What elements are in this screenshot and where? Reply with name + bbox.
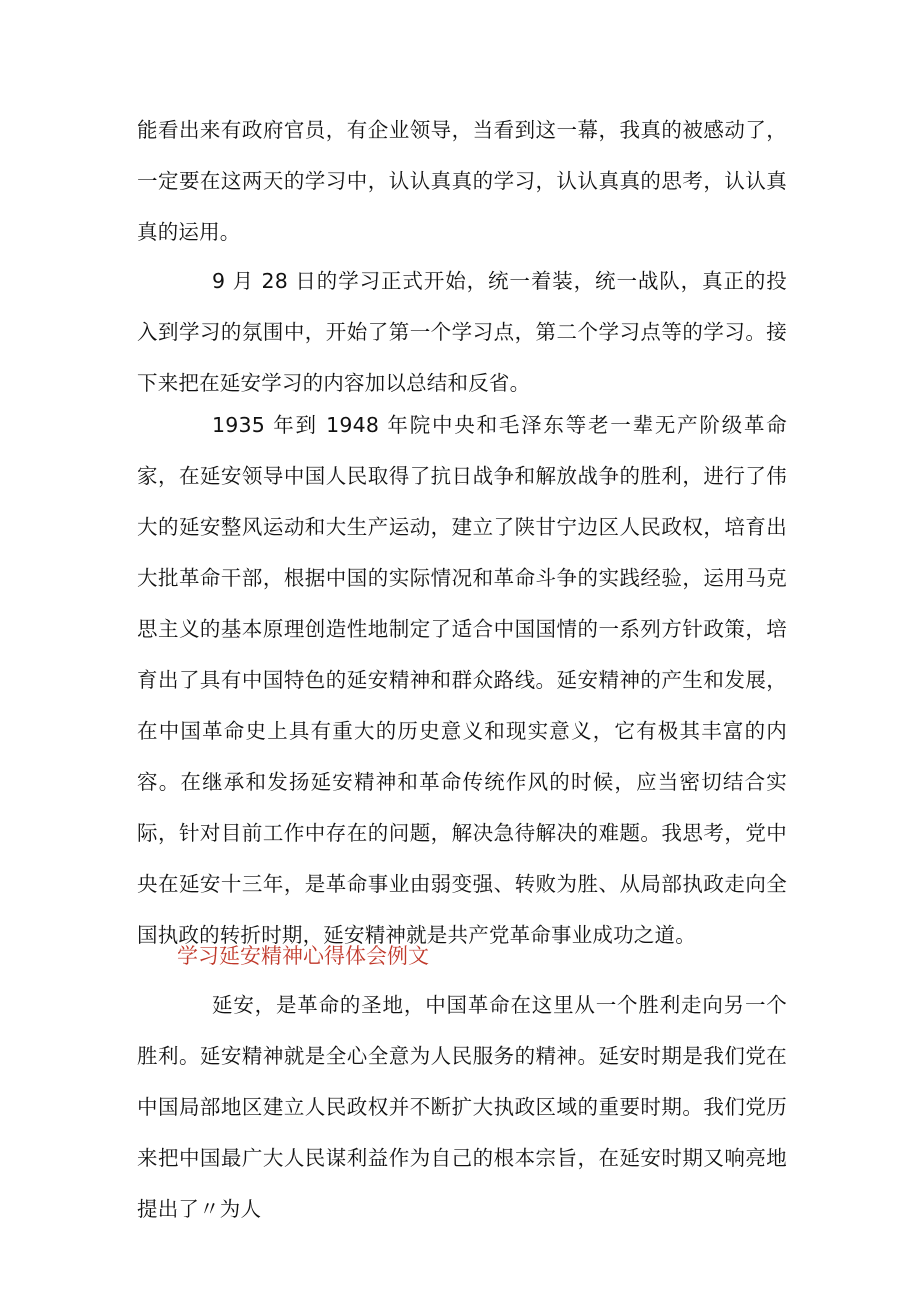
paragraph-4: 延安，是革命的圣地，中国革命在这里从一个胜利走向另一个胜利。延安精神就是全心全意为人民服务的精神。延安时期是我们党在中国局部地区建立人民政权并不断扩大执政区域的重要时期。我们党历来把中国最广大人民谋利益作为自己的根本宗旨，在延安时期又响亮地提出了〃为人: [137, 993, 787, 1221]
paragraph-2: 9 月 28 日的学习正式开始，统一着装，统一战队，真正的投入到学习的氛围中，开始了第一个学习点，第二个学习点等的学习。接下来把在延安学习的内容加以总结和反省。: [137, 269, 787, 395]
paragraph-1: 能看出来有政府官员，有企业领导，当看到这一幕，我真的被感动了，一定要在这两天的学习中，认认真真的学习，认认真真的思考，认认真真的运用。: [137, 118, 787, 244]
section-heading: 学习延安精神心得体会例文: [177, 944, 429, 968]
paragraph-3: 1935 年到 1948 年院中央和毛泽东等老一辈无产阶级革命家，在延安领导中国人民取得了抗日战争和解放战争的胜利，进行了伟大的延安整风运动和大生产运动，建立了陕甘宁边区人民政权，培育出大批革命干部，根据中国的实际情况和革命斗争的实践经验，运用马克思主义的基本原理创造性地制定了适合中国国情的一系列方针政策，培育出了具有中国特色的延安精神和群众路线。延安精神的产生和发展，在中国革命史上具有重大的历史意义和现实意义，它有极其丰富的内容。在继承和发扬延安精神和革命传统作风的时候，应当密切结合实际，针对目前工作中存在的问题，解决急待解决的难题。我思考，党中央在延安十三年，是革命事业由弱变强、转败为胜、从局部执政走向全国执政的转折时期，延安精神就是共产党革命事业成功之道。: [137, 413, 787, 947]
